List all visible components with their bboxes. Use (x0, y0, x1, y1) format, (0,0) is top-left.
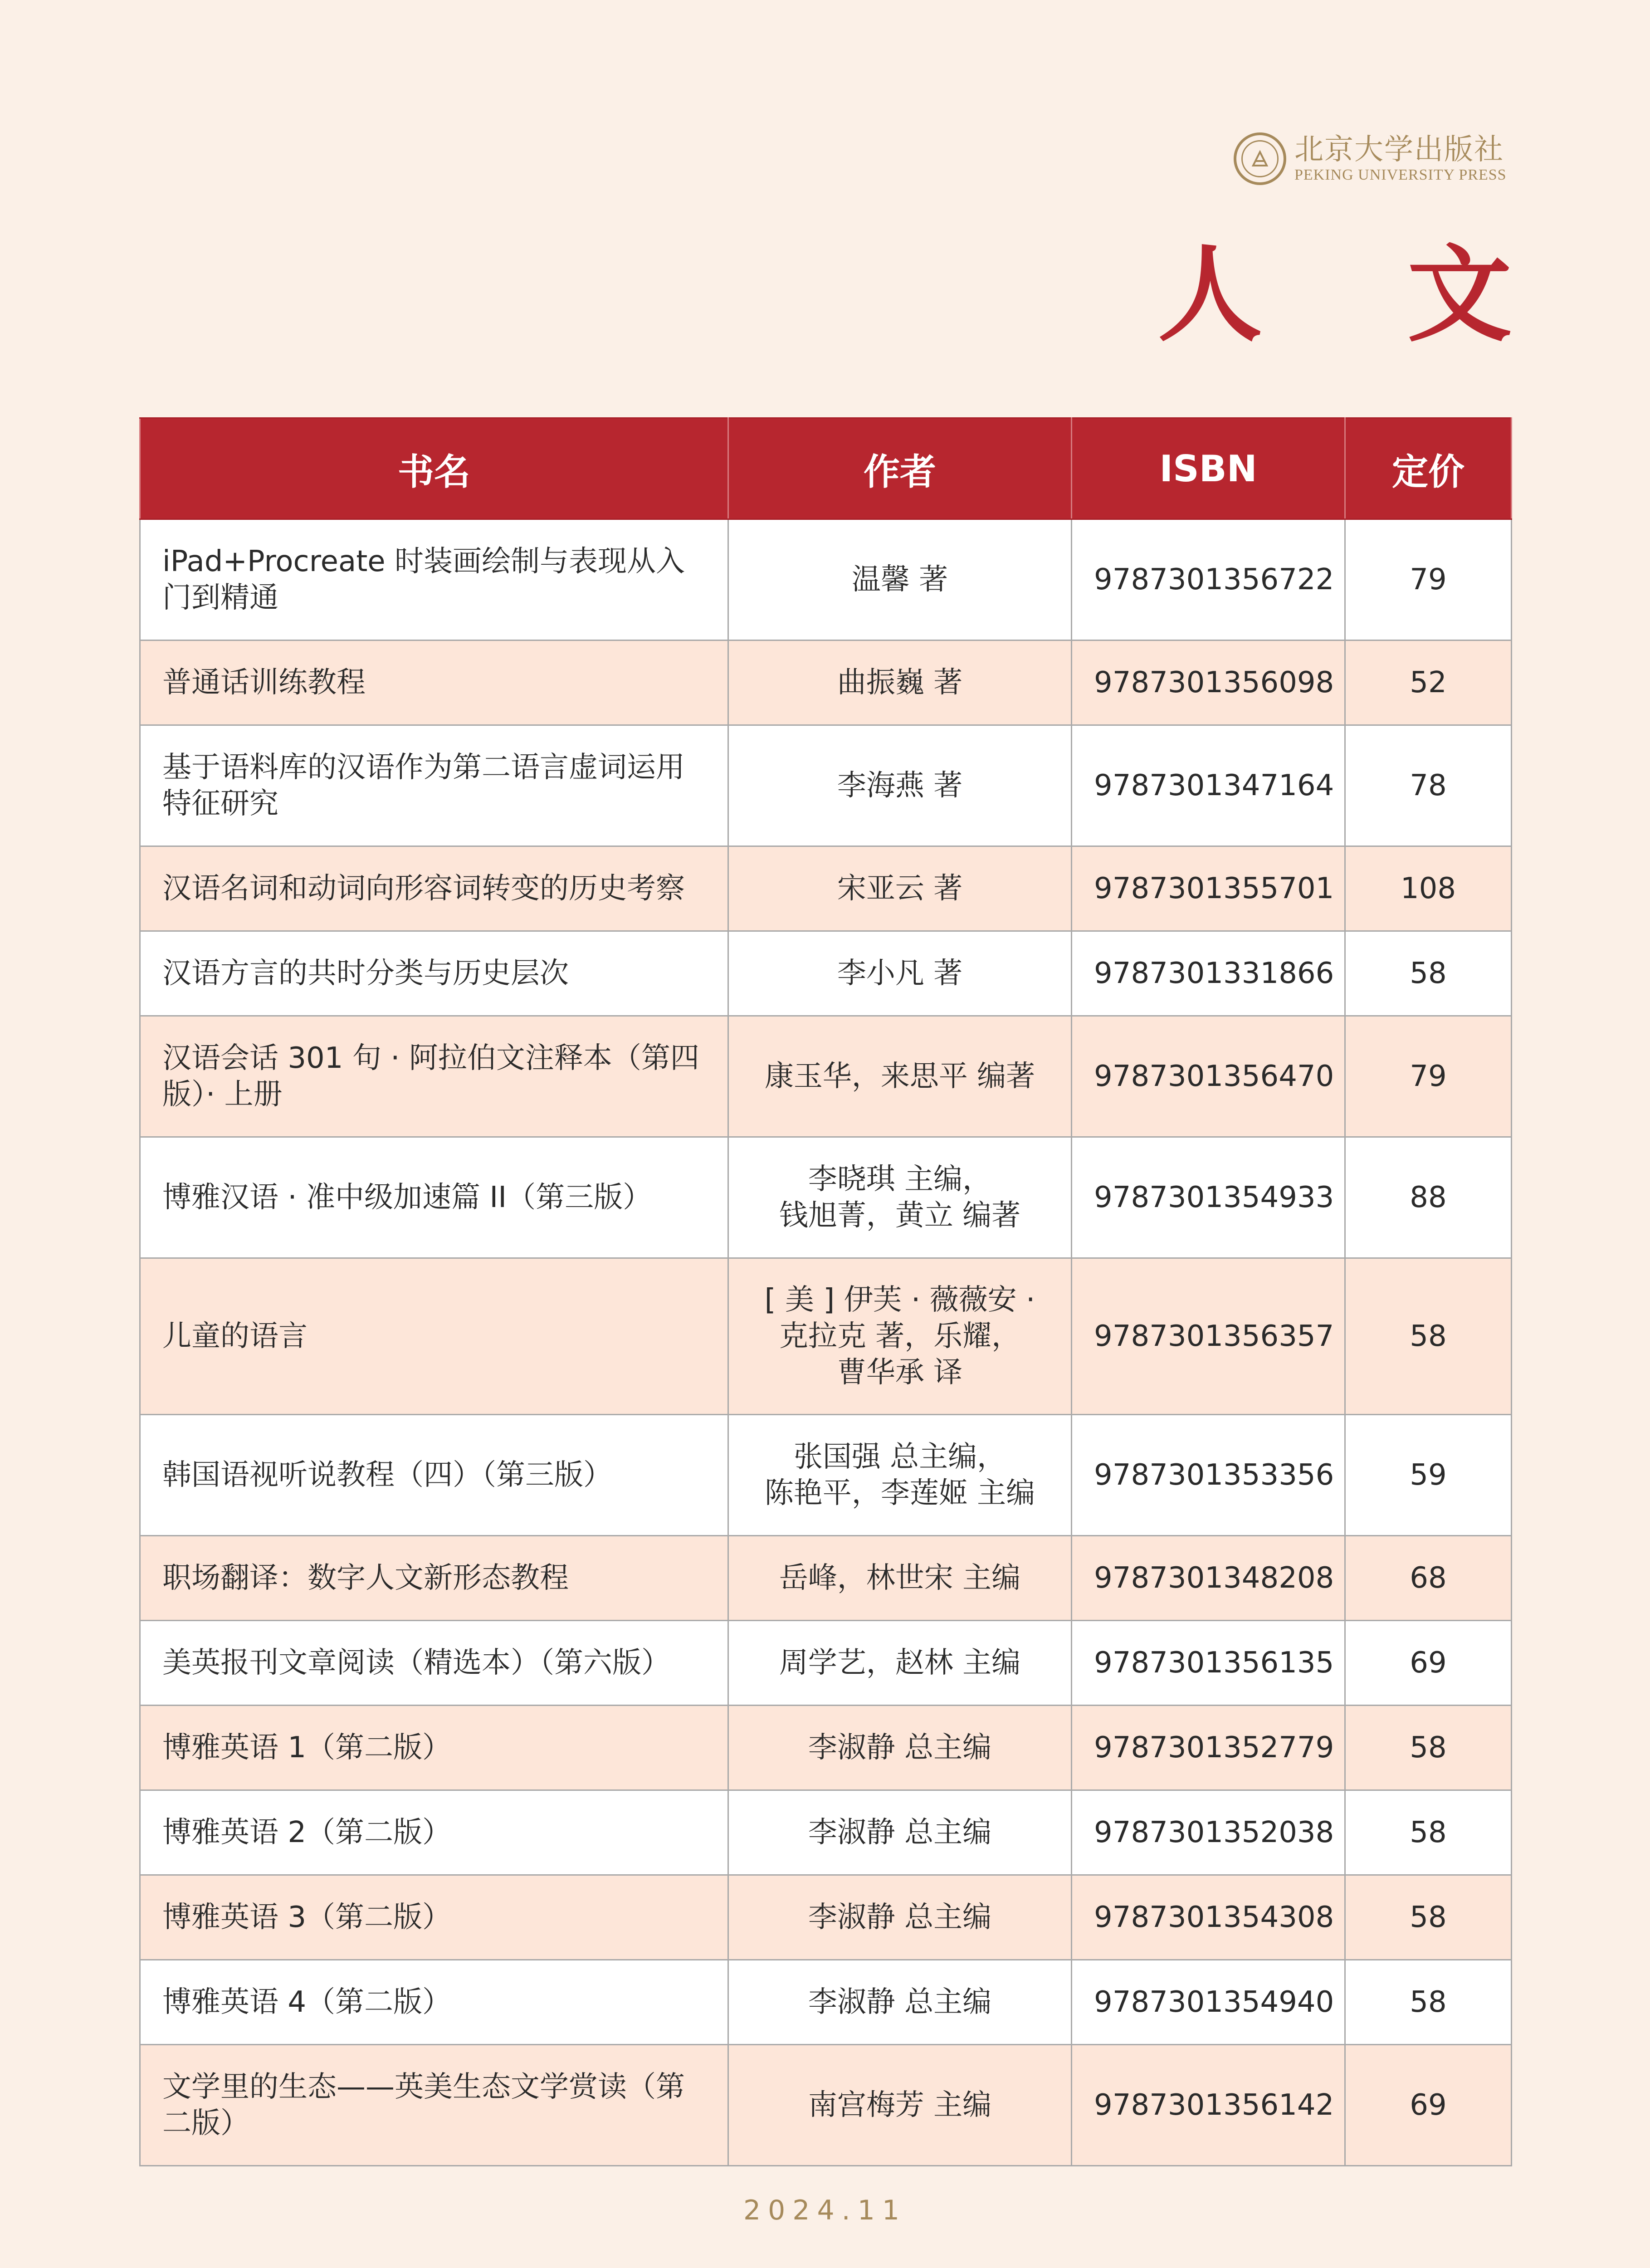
table-row (140, 1415, 1512, 1536)
table-row (140, 2045, 1512, 2166)
book-isbn: 9787301354308 (1072, 1875, 1345, 1960)
table-row (140, 931, 1512, 1016)
book-isbn: 9787301356142 (1072, 2045, 1345, 2166)
table-row (140, 1875, 1512, 1960)
book-isbn: 9787301352038 (1072, 1790, 1345, 1875)
book-title: 博雅汉语 · 准中级加速篇 II（第三版） (140, 1137, 728, 1258)
book-price: 79 (1345, 519, 1512, 640)
table-row (140, 1790, 1512, 1875)
book-title: 文学里的生态——英美生态文学赏读（第二版） (140, 2045, 728, 2166)
book-title: 汉语名词和动词向形容词转变的历史考察 (140, 846, 728, 931)
book-price: 69 (1345, 1621, 1512, 1706)
book-author: 周学艺，赵林 主编 (728, 1621, 1072, 1706)
header-author: 作者 (728, 418, 1072, 519)
book-title: 普通话训练教程 (140, 640, 728, 725)
book-price: 78 (1345, 725, 1512, 846)
table-row (140, 1706, 1512, 1790)
header-price: 定价 (1345, 418, 1512, 519)
section-title: 人 文 (1157, 234, 1566, 356)
book-isbn: 9787301354933 (1072, 1137, 1345, 1258)
book-price: 58 (1345, 931, 1512, 1016)
table-row (140, 846, 1512, 931)
table-row (140, 1137, 1512, 1258)
publisher-logo (1234, 129, 1515, 188)
book-price: 58 (1345, 1960, 1512, 2045)
book-table (139, 417, 1512, 2166)
book-price: 79 (1345, 1016, 1512, 1137)
book-title: 儿童的语言 (140, 1258, 728, 1415)
table-row (140, 640, 1512, 725)
university-seal-icon (1234, 132, 1286, 185)
book-isbn: 9787301356722 (1072, 519, 1345, 640)
book-title: 汉语方言的共时分类与历史层次 (140, 931, 728, 1016)
book-title: 职场翻译：数字人文新形态教程 (140, 1536, 728, 1621)
book-price: 59 (1345, 1415, 1512, 1536)
book-isbn: 9787301352779 (1072, 1706, 1345, 1790)
book-author: 李海燕 著 (728, 725, 1072, 846)
book-title: 博雅英语 2（第二版） (140, 1790, 728, 1875)
book-author: [ 美 ] 伊芙 · 薇薇安 · 克拉克 著，乐耀， 曹华承 译 (728, 1258, 1072, 1415)
book-isbn: 9787301331866 (1072, 931, 1345, 1016)
book-price: 108 (1345, 846, 1512, 931)
book-isbn: 9787301356470 (1072, 1016, 1345, 1137)
book-author: 曲振巍 著 (728, 640, 1072, 725)
table-row (140, 1258, 1512, 1415)
book-isbn: 9787301356135 (1072, 1621, 1345, 1706)
book-isbn: 9787301347164 (1072, 725, 1345, 846)
issue-date: 2024.11 (743, 2195, 907, 2226)
table-row (140, 1536, 1512, 1621)
table-row (140, 1621, 1512, 1706)
book-price: 58 (1345, 1258, 1512, 1415)
book-isbn: 9787301348208 (1072, 1536, 1345, 1621)
book-author: 李淑静 总主编 (728, 1706, 1072, 1790)
header-isbn: ISBN (1072, 418, 1345, 519)
book-isbn: 9787301356357 (1072, 1258, 1345, 1415)
book-title: 博雅英语 3（第二版） (140, 1875, 728, 1960)
book-author: 宋亚云 著 (728, 846, 1072, 931)
book-price: 69 (1345, 2045, 1512, 2166)
book-isbn: 9787301356098 (1072, 640, 1345, 725)
book-title: iPad+Procreate 时装画绘制与表现从入门到精通 (140, 519, 728, 640)
book-author: 南宫梅芳 主编 (728, 2045, 1072, 2166)
book-price: 58 (1345, 1706, 1512, 1790)
book-price: 52 (1345, 640, 1512, 725)
book-price: 58 (1345, 1875, 1512, 1960)
table-row (140, 1016, 1512, 1137)
book-title: 基于语料库的汉语作为第二语言虚词运用特征研究 (140, 725, 728, 846)
book-title: 美英报刊文章阅读（精选本）（第六版） (140, 1621, 728, 1706)
table-header-row (140, 418, 1512, 519)
book-isbn: 9787301353356 (1072, 1415, 1345, 1536)
book-author: 李淑静 总主编 (728, 1790, 1072, 1875)
book-author: 李淑静 总主编 (728, 1960, 1072, 2045)
publisher-name-cn: 北京大学出版社 (1294, 133, 1504, 166)
book-title: 汉语会话 301 句 · 阿拉伯文注释本（第四版）· 上册 (140, 1016, 728, 1137)
book-author: 李小凡 著 (728, 931, 1072, 1016)
book-author: 岳峰，林世宋 主编 (728, 1536, 1072, 1621)
book-title: 韩国语视听说教程（四）（第三版） (140, 1415, 728, 1536)
book-title: 博雅英语 1（第二版） (140, 1706, 728, 1790)
book-author: 张国强 总主编， 陈艳平，李莲姬 主编 (728, 1415, 1072, 1536)
book-title: 博雅英语 4（第二版） (140, 1960, 728, 2045)
book-isbn: 9787301354940 (1072, 1960, 1345, 2045)
table-row (140, 725, 1512, 846)
book-author: 李淑静 总主编 (728, 1875, 1072, 1960)
book-author: 李晓琪 主编， 钱旭菁，黄立 编著 (728, 1137, 1072, 1258)
book-isbn: 9787301355701 (1072, 846, 1345, 931)
table-row (140, 1960, 1512, 2045)
table-row (140, 519, 1512, 640)
book-price: 68 (1345, 1536, 1512, 1621)
header-title: 书名 (140, 418, 728, 519)
book-author: 康玉华，来思平 编著 (728, 1016, 1072, 1137)
book-price: 58 (1345, 1790, 1512, 1875)
book-author: 温馨 著 (728, 519, 1072, 640)
publisher-name-en: PEKING UNIVERSITY PRESS (1294, 166, 1507, 183)
book-price: 88 (1345, 1137, 1512, 1258)
